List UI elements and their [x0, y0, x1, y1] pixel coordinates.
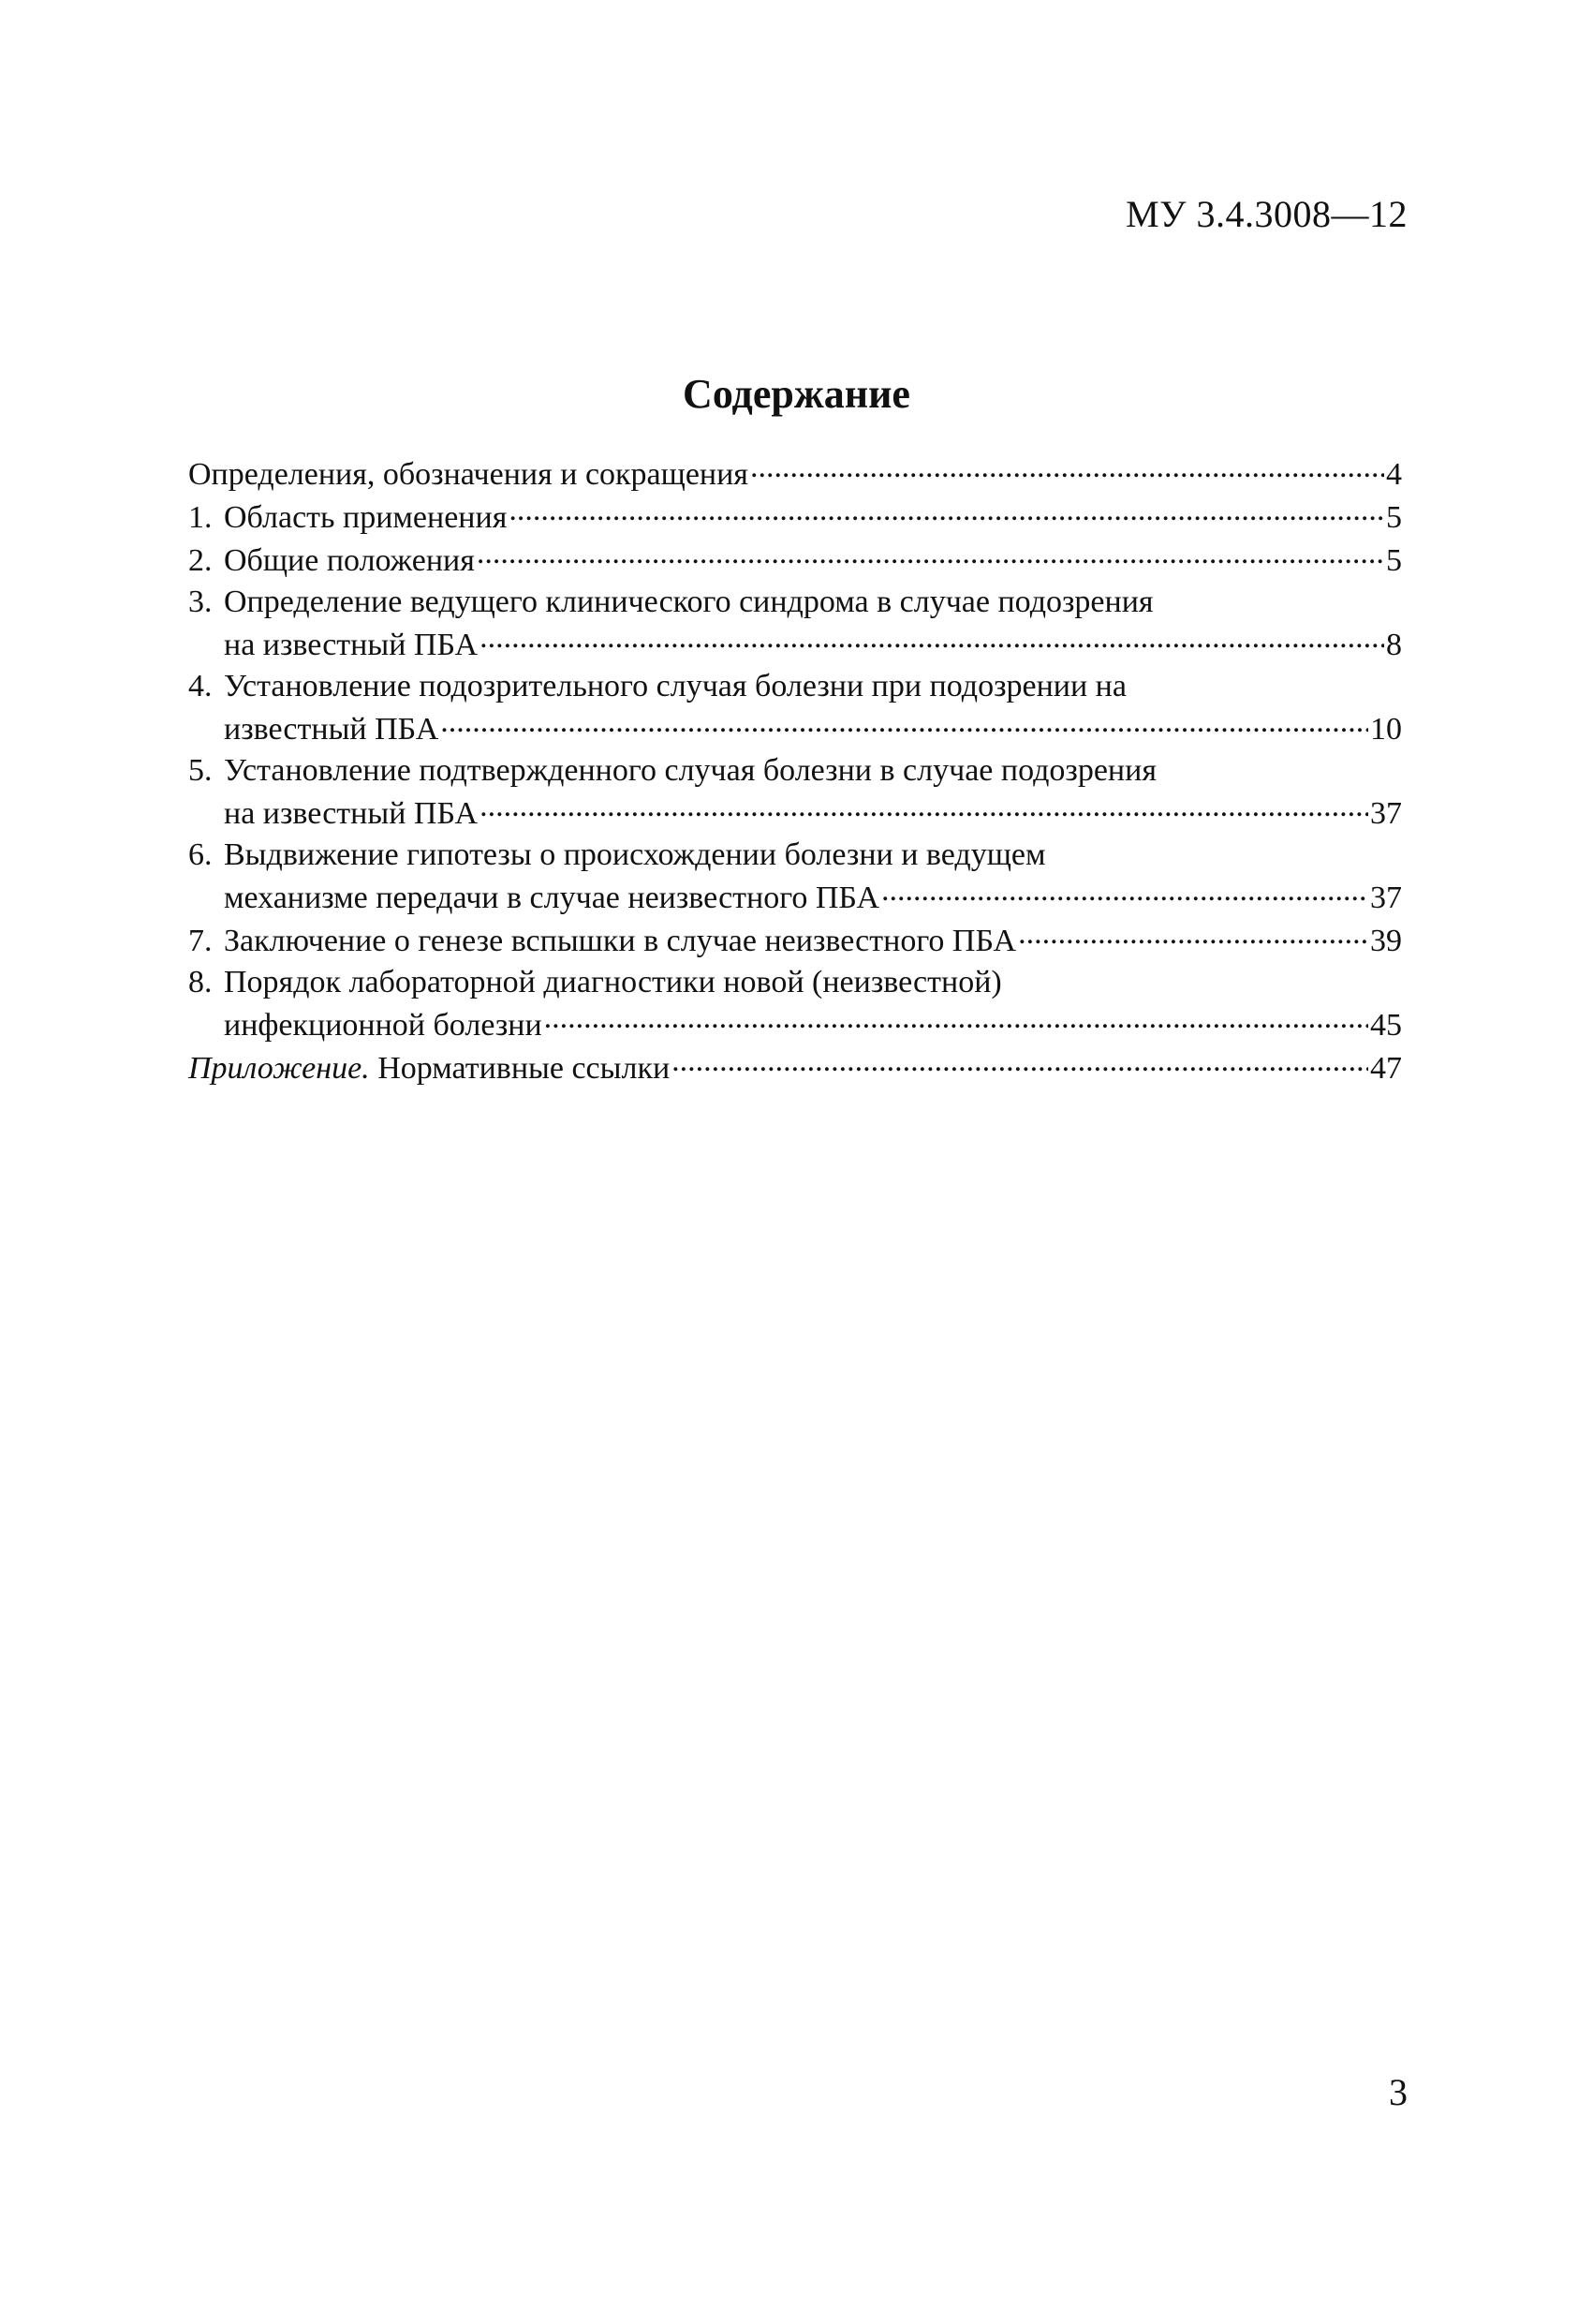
table-of-contents	[188, 452, 1402, 1089]
toc-entry-page: 37	[1370, 796, 1402, 831]
toc-leader-dots	[671, 1046, 1368, 1078]
toc-leader-dots	[440, 707, 1368, 739]
toc-entry-number: 1.	[188, 500, 213, 535]
toc-entry-number: 6.	[188, 837, 213, 872]
toc-entry-label-line2: на известный ПБА	[224, 796, 479, 831]
toc-entry-label-line2: механизме передачи в случае неизвестного ПБА	[224, 881, 880, 915]
toc-entry-appendix[interactable]	[188, 1046, 1402, 1089]
appendix-prefix: Приложение.	[188, 1051, 370, 1086]
toc-entry-page: 5	[1386, 543, 1402, 578]
toc-entry-label-line1: Установление подтвержденного случая болезни в случае подозрения	[224, 753, 1157, 788]
toc-entry-label-line1: Определение ведущего клинического синдрома в случае подозрения	[224, 585, 1154, 619]
toc-entry-3[interactable]	[188, 582, 1402, 666]
toc-entry-label-line1: Порядок лабораторной диагностики новой (неизвестной)	[224, 965, 1002, 999]
toc-entry-6[interactable]	[188, 835, 1402, 919]
toc-entry-4[interactable]	[188, 666, 1402, 750]
toc-entry-label-line2: инфекционной болезни	[224, 1008, 542, 1043]
toc-leader-dots	[881, 876, 1368, 908]
toc-entry-number: 3.	[188, 585, 213, 619]
toc-entry-label-line2: известный ПБА	[224, 712, 439, 747]
toc-entry-label: Общие положения	[224, 543, 475, 578]
toc-leader-dots	[750, 452, 1384, 484]
toc-entry-5[interactable]	[188, 750, 1402, 835]
toc-leader-dots	[1018, 919, 1368, 951]
toc-entry-page: 8	[1386, 628, 1402, 662]
toc-leader-dots	[509, 496, 1384, 527]
toc-entry-page: 47	[1370, 1051, 1402, 1086]
toc-entry-number: 2.	[188, 543, 213, 578]
toc-entry-page: 10	[1370, 712, 1402, 747]
toc-entry-7[interactable]	[188, 919, 1402, 962]
toc-entry-label: Область применения	[224, 500, 508, 535]
toc-entry-label: Определения, обозначения и сокращения	[188, 457, 748, 492]
toc-entry-label-line2: на известный ПБА	[224, 628, 479, 662]
toc-entry-label-line1: Выдвижение гипотезы о происхождении болезни и ведущем	[224, 837, 1046, 872]
toc-entry-2[interactable]	[188, 539, 1402, 582]
toc-title: Содержание	[683, 371, 910, 417]
toc-entry-label-line1: Установление подозрительного случая болезни при подозрении на	[224, 669, 1127, 703]
toc-entry-page: 45	[1370, 1008, 1402, 1043]
toc-entry-page: 5	[1386, 500, 1402, 535]
toc-entry-number: 8.	[188, 965, 213, 999]
toc-entry-number: 4.	[188, 669, 213, 703]
toc-entry-number: 5.	[188, 753, 213, 788]
document-code: МУ 3.4.3008—12	[1126, 193, 1408, 235]
appendix-label: Нормативные ссылки	[377, 1051, 671, 1086]
toc-entry-8[interactable]	[188, 962, 1402, 1046]
toc-leader-dots	[544, 1003, 1368, 1035]
toc-entry-page: 4	[1386, 457, 1402, 492]
toc-entry-label: Заключение о генезе вспышки в случае неизвестного ПБА	[224, 924, 1017, 958]
toc-entry-page: 37	[1370, 881, 1402, 915]
toc-leader-dots	[477, 539, 1384, 570]
toc-entry-number: 7.	[188, 924, 213, 958]
page-number: 3	[1389, 2071, 1408, 2113]
toc-entry-page: 39	[1370, 924, 1402, 958]
toc-leader-dots	[479, 623, 1384, 655]
toc-entry-1[interactable]	[188, 496, 1402, 539]
toc-leader-dots	[479, 792, 1368, 823]
toc-entry-definitions[interactable]	[188, 452, 1402, 496]
